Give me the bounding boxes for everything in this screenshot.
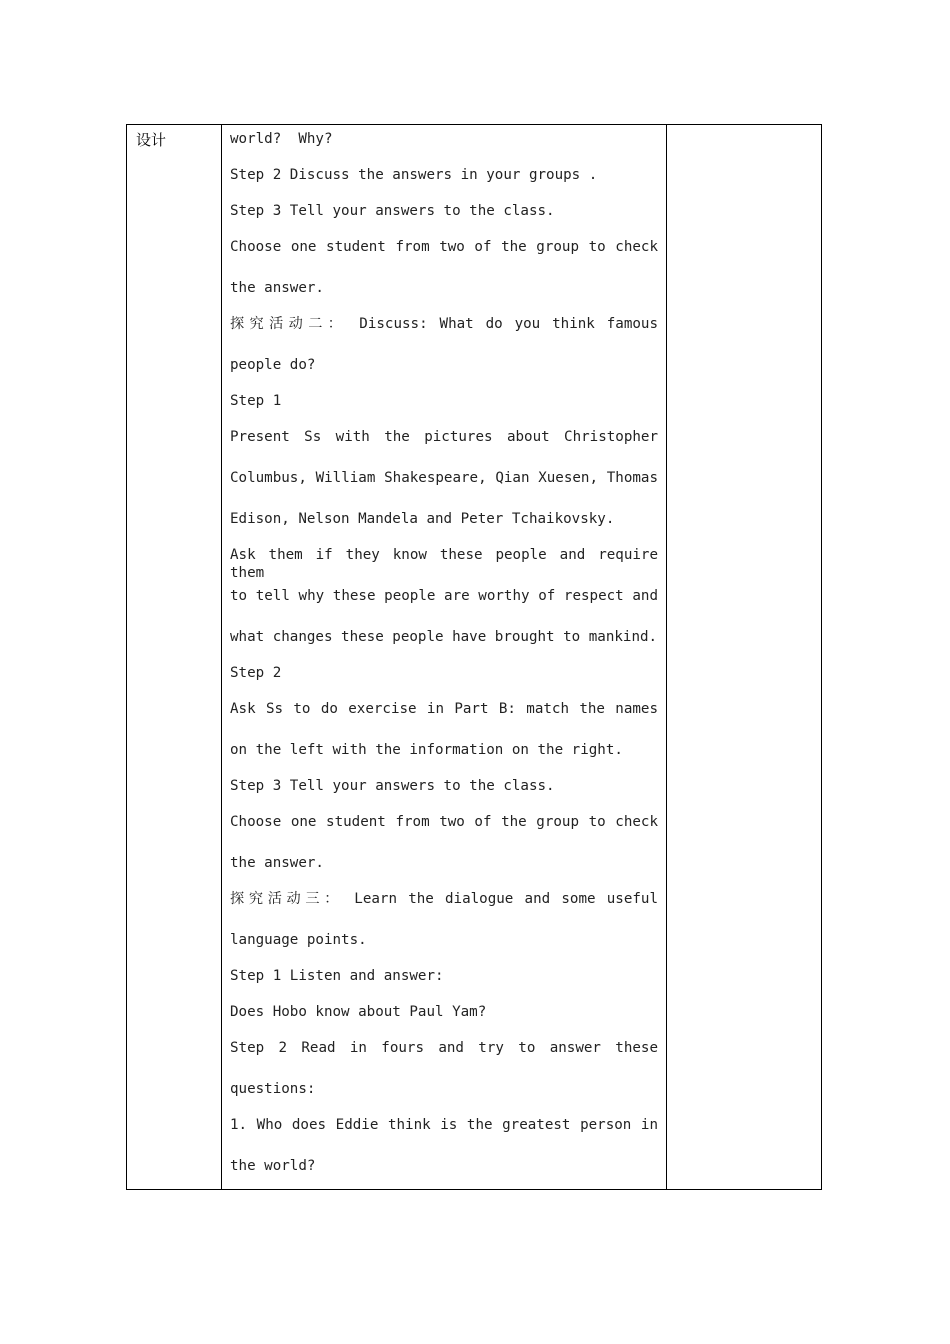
text-line: what changes these people have brought to mankind. (230, 629, 658, 645)
activity-label: 探究活动三： (230, 891, 344, 907)
activity-title: Learn the dialogue and some useful (354, 891, 658, 907)
text-line: Ask Ss to do exercise in Part B: match the names (230, 701, 658, 717)
text-line: Step 3 Tell your answers to the class. (230, 203, 555, 219)
lesson-plan-table (126, 124, 822, 1190)
text-line: to tell why these people are worthy of respect and (230, 588, 658, 604)
activity-heading-3 (230, 890, 658, 908)
text-line: Choose one student from two of the group to check (230, 239, 658, 255)
text-line: Step 2 Discuss the answers in your groups . (230, 167, 598, 183)
text-line: Choose one student from two of the group to check (230, 814, 658, 830)
column-divider-right (666, 125, 667, 1189)
text-line: the answer. (230, 280, 324, 296)
text-line: Step 2 (230, 665, 282, 681)
text-line: on the left with the information on the right. (230, 742, 623, 758)
activity-title: Discuss: What do you think famous (359, 316, 659, 332)
text-line: Step 3 Tell your answers to the class. (230, 778, 555, 794)
text-line: Present Ss with the pictures about Christopher (230, 429, 658, 445)
text-line: the world? (230, 1158, 316, 1174)
text-line: questions: (230, 1081, 316, 1097)
text-line: Does Hobo know about Paul Yam? (230, 1004, 487, 1020)
column-divider-left (221, 125, 222, 1189)
text-line: Columbus, William Shakespeare, Qian Xuesen, Thomas (230, 470, 658, 486)
text-line: Step 2 Read in fours and try to answer these (230, 1040, 658, 1056)
text-line: people do? (230, 357, 316, 373)
text-line: language points. (230, 932, 367, 948)
activity-label: 探究活动二： (230, 316, 348, 332)
text-line: Ask them if they know these people and require them (230, 547, 658, 581)
text-line: the answer. (230, 855, 324, 871)
text-line: world? Why? (230, 131, 333, 147)
text-line: 1. Who does Eddie think is the greatest person in (230, 1117, 658, 1133)
row-label: 设计 (136, 131, 167, 149)
text-line: Step 1 (230, 393, 282, 409)
text-line: Step 1 Listen and answer: (230, 968, 444, 984)
text-line: Edison, Nelson Mandela and Peter Tchaikovsky. (230, 511, 615, 527)
activity-heading-2 (230, 315, 658, 333)
